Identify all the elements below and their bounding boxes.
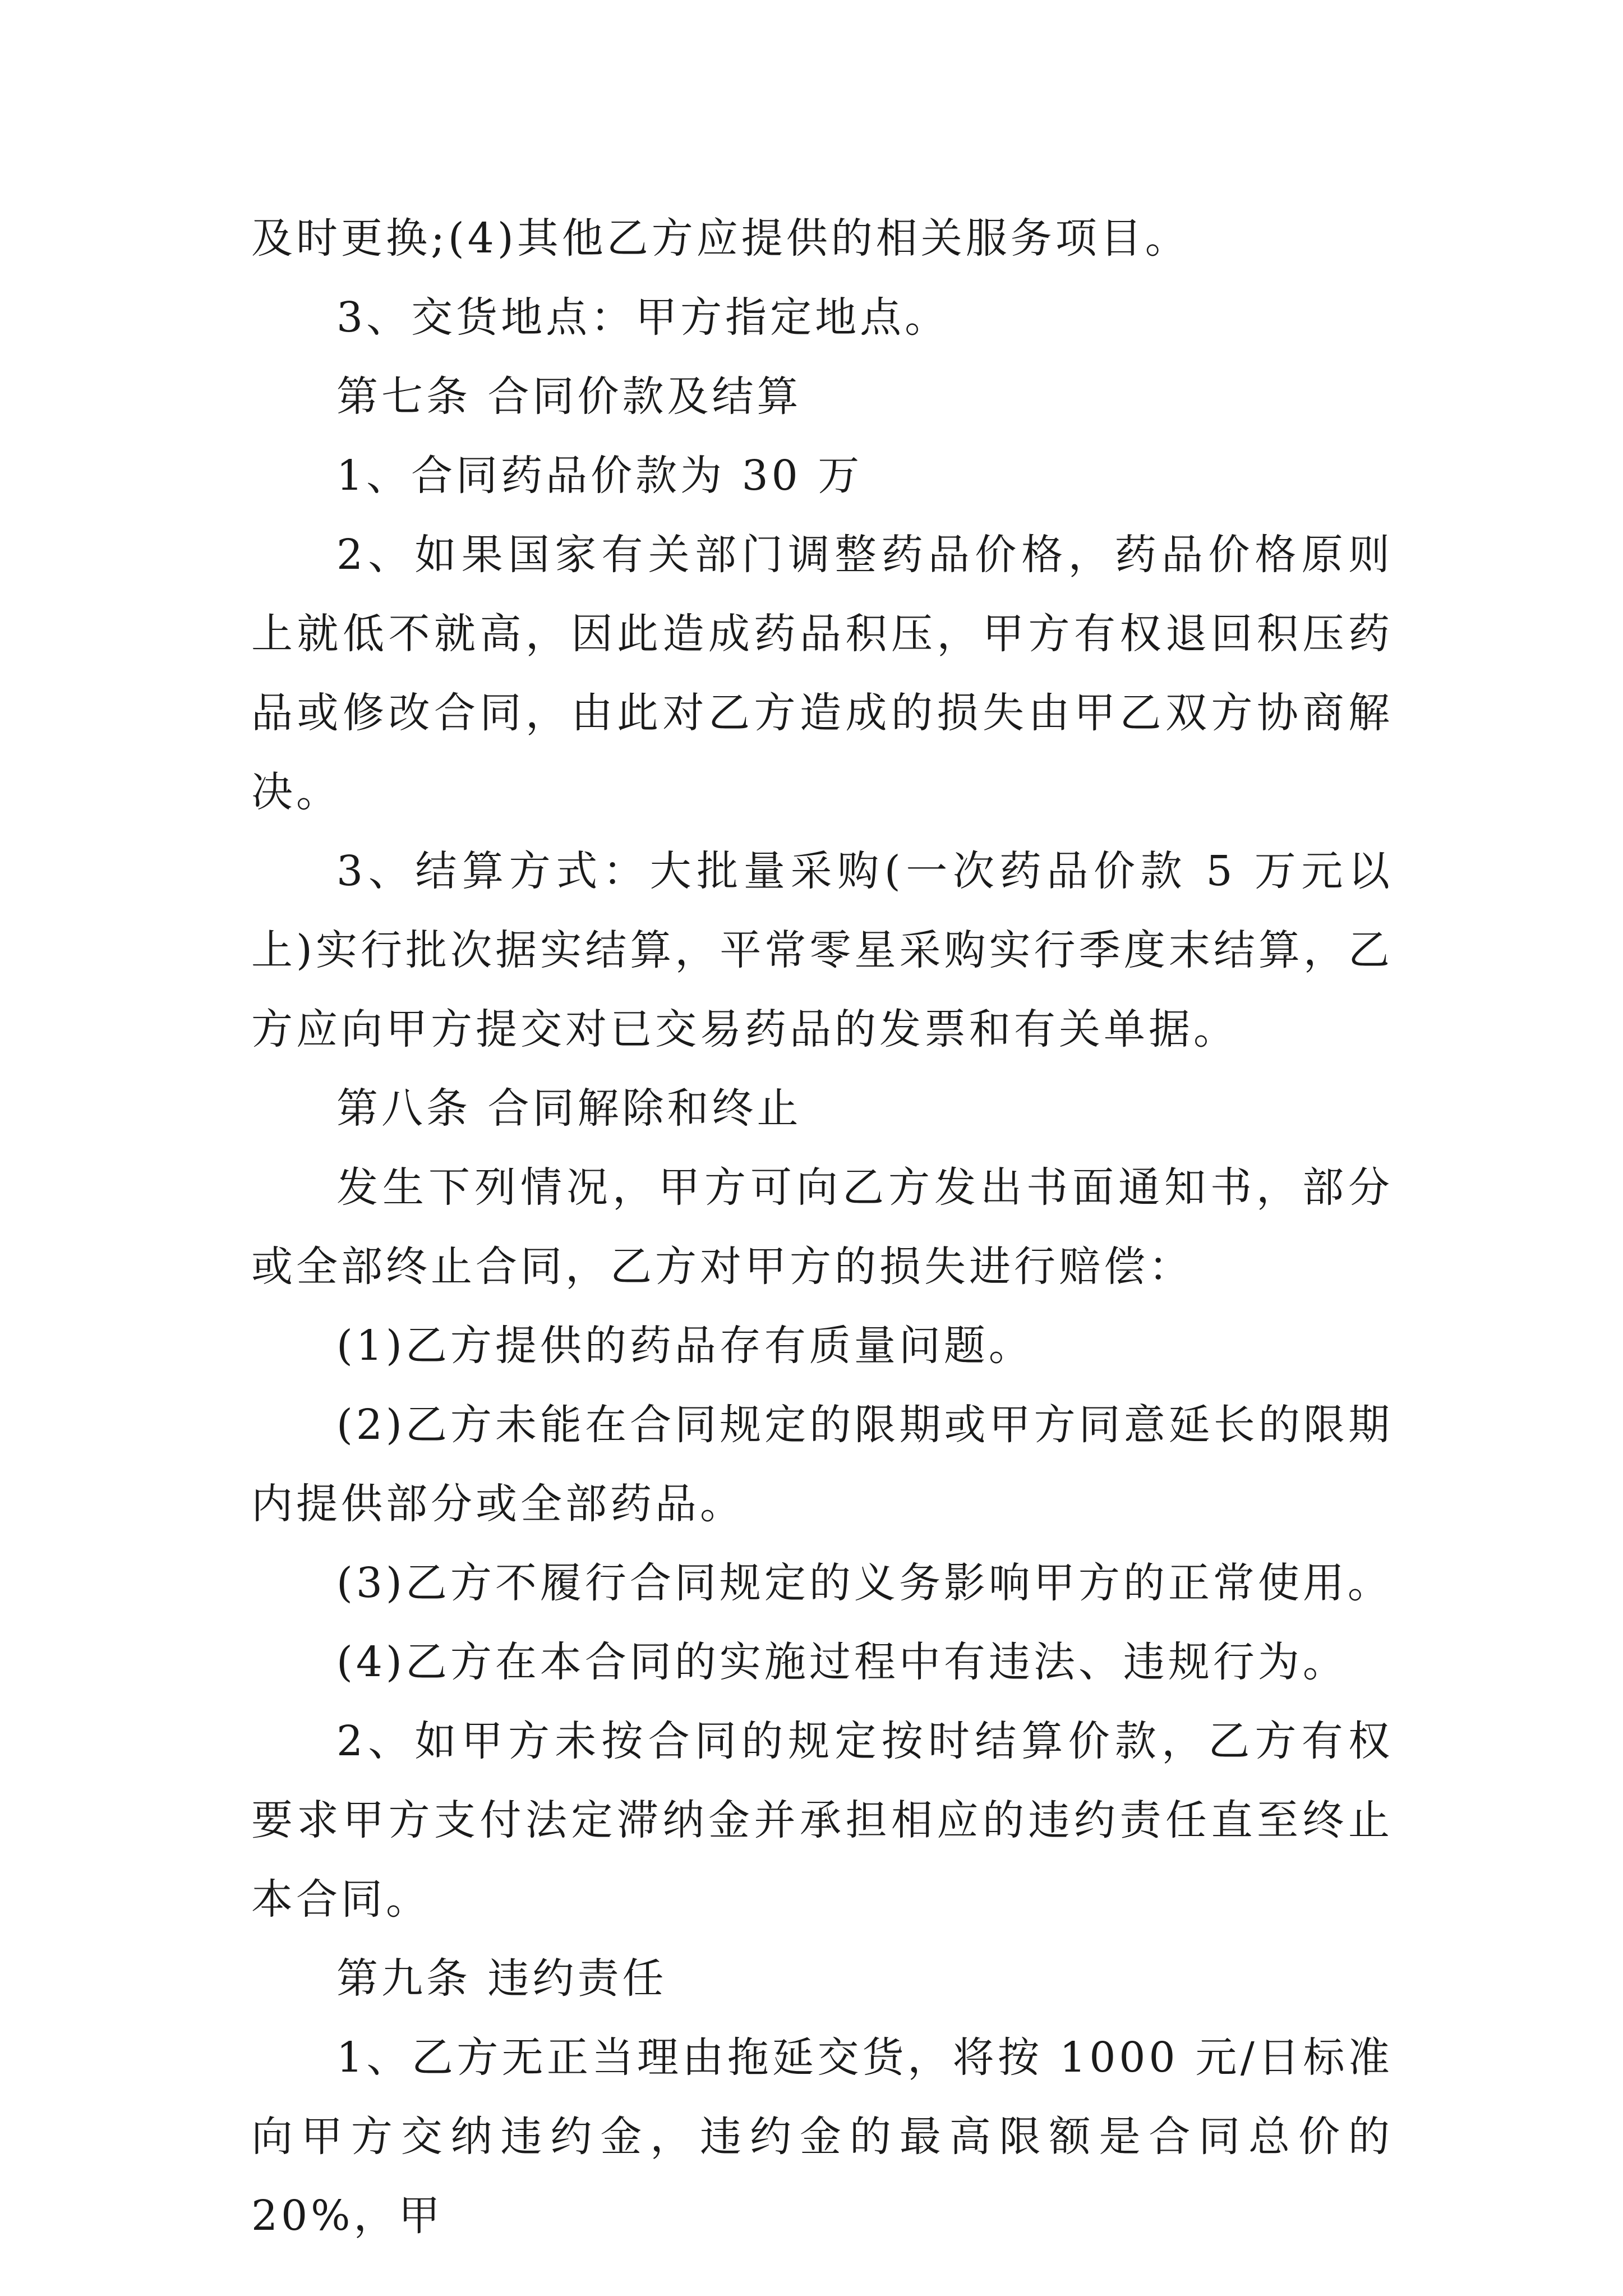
heading-article-7: 第七条 合同价款及结算 — [336, 372, 802, 421]
paragraph-contract-price: 1、合同药品价款为 30 万 — [336, 452, 863, 500]
paragraph-delay-penalty: 1、乙方无正当理由拖延交货，将按 1000 元/日标准向甲方交纳违约金，违约金的最高限额是合同总价的 20%，甲 — [251, 2033, 1393, 2240]
list-item-delivery-delay: (2)乙方未能在合同规定的限期或甲方同意延长的限期内提供部分或全部药品。 — [251, 1401, 1393, 1528]
heading-article-9: 第九条 违约责任 — [336, 1954, 667, 2003]
paragraph-price-adjustment: 2、如果国家有关部门调整药品价格，药品价格原则上就低不就高，因此造成药品积压，甲方有权退回积压药品或修改合同，由此对乙方造成的损失由甲乙双方协商解决。 — [251, 531, 1393, 816]
list-item-obligation-failure: (3)乙方不履行合同规定的义务影响甲方的正常使用。 — [336, 1559, 1393, 1607]
paragraph-termination-conditions: 发生下列情况，甲方可向乙方发出书面通知书，部分或全部终止合同，乙方对甲方的损失进行赔偿： — [251, 1163, 1393, 1291]
paragraph-continuation: 及时更换;(4)其他乙方应提供的相关服务项目。 — [251, 214, 1190, 263]
document-body — [251, 199, 1393, 2256]
list-item-violation: (4)乙方在本合同的实施过程中有违法、违规行为。 — [336, 1638, 1348, 1686]
paragraph-settlement-method: 3、结算方式：大批量采购(一次药品价款 5 万元以上)实行批次据实结算，平常零星采购实行季度末结算，乙方应向甲方提交对已交易药品的发票和有关单据。 — [251, 847, 1393, 1053]
paragraph-delivery-location: 3、交货地点：甲方指定地点。 — [336, 293, 950, 342]
list-item-quality-issue: (1)乙方提供的药品存有质量问题。 — [336, 1322, 1034, 1370]
heading-article-8: 第八条 合同解除和终止 — [336, 1084, 802, 1133]
paragraph-late-payment: 2、如甲方未按合同的规定按时结算价款，乙方有权要求甲方支付法定滞纳金并承担相应的违约责任直至终止本合同。 — [251, 1717, 1393, 1924]
